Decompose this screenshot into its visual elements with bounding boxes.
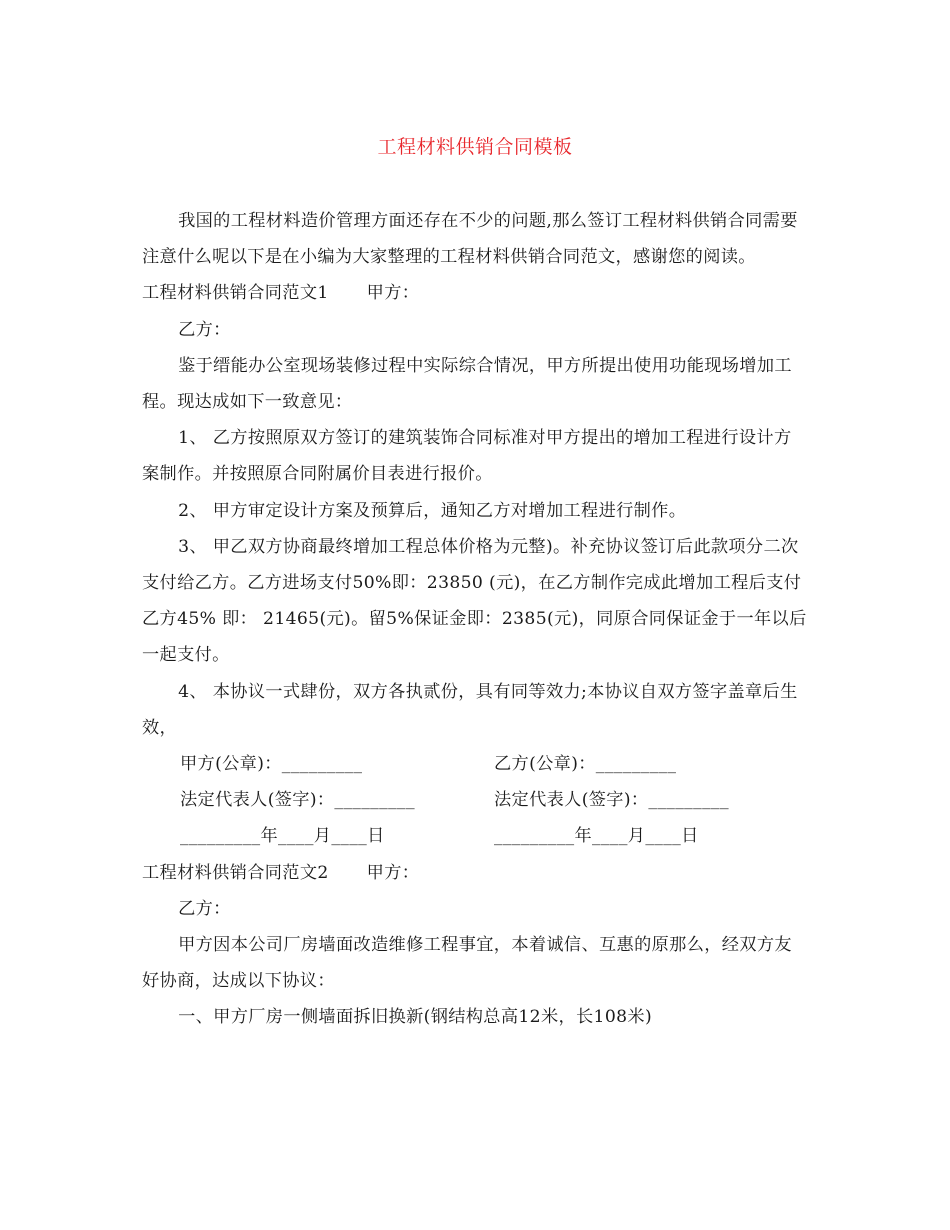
contract1-preamble: 鉴于缙能办公室现场装修过程中实际综合情况，甲方所提出使用功能现场增加工程。现达成如下一致意见： <box>142 355 792 413</box>
contract1-clause-3: 3、 甲乙双方协商最终增加工程总体价格为元整)。补充协议签订后此款项分二次支付给乙方。乙方进场支付50%即：23850 (元)，在乙方制作完成此增加工程后支付乙方45% 即： 21465(元)。留5%保证金即：2385(元)，同原合同保证金于一年以后一起支付。 <box>142 536 807 666</box>
signature-date-row <box>142 818 808 854</box>
party-b-rep-line: 法定代表人(签字)：_________ <box>494 790 729 811</box>
party-b-date-line: _________年____月____日 <box>494 826 699 847</box>
party-b-seal-line: 乙方(公章)：_________ <box>494 754 677 775</box>
document-body <box>142 203 808 1036</box>
contract1-heading-line <box>142 275 808 311</box>
contract2-heading-line <box>142 855 808 891</box>
party-a-seal-line: 甲方(公章)：_________ <box>180 754 363 775</box>
contract2-heading: 工程材料供销合同范文2 <box>142 862 329 883</box>
signature-seal-row <box>142 746 808 782</box>
contract1-clause-1: 1、 乙方按照原双方签订的建筑装饰合同标准对甲方提出的增加工程进行设计方案制作。并按照原合同附属价目表进行报价。 <box>142 428 792 485</box>
contract1-party-b: 乙方： <box>178 319 231 340</box>
party-a-rep-line: 法定代表人(签字)：_________ <box>180 790 415 811</box>
contract2-party-b: 乙方： <box>178 898 231 919</box>
contract2-party-a: 甲方： <box>366 862 420 883</box>
signature-rep-row <box>142 782 808 818</box>
document-title: 工程材料供销合同模板 <box>377 136 573 158</box>
contract1-party-a: 甲方： <box>366 283 420 304</box>
contract2-preamble: 甲方因本公司厂房墙面改造维修工程事宜，本着诚信、互惠的原那么，经双方友好协商，达成以下协议： <box>142 935 792 992</box>
contract2-item-1: 一、甲方厂房一侧墙面拆旧换新(钢结构总高12米，长108米) <box>178 1007 653 1028</box>
intro-paragraph: 我国的工程材料造价管理方面还存在不少的问题,那么签订工程材料供销合同需要注意什么呢以下是在小编为大家整理的工程材料供销合同范文，感谢您的阅读。 <box>142 211 798 268</box>
party-a-date-line: _________年____月____日 <box>180 826 385 847</box>
contract1-heading: 工程材料供销合同范文1 <box>142 283 329 304</box>
contract1-clause-2: 2、 甲方审定设计方案及预算后，通知乙方对增加工程进行制作。 <box>178 500 687 521</box>
contract1-clause-4: 4、 本协议一式肆份，双方各执贰份，具有同等效力;本协议自双方签字盖章后生效， <box>142 681 798 738</box>
